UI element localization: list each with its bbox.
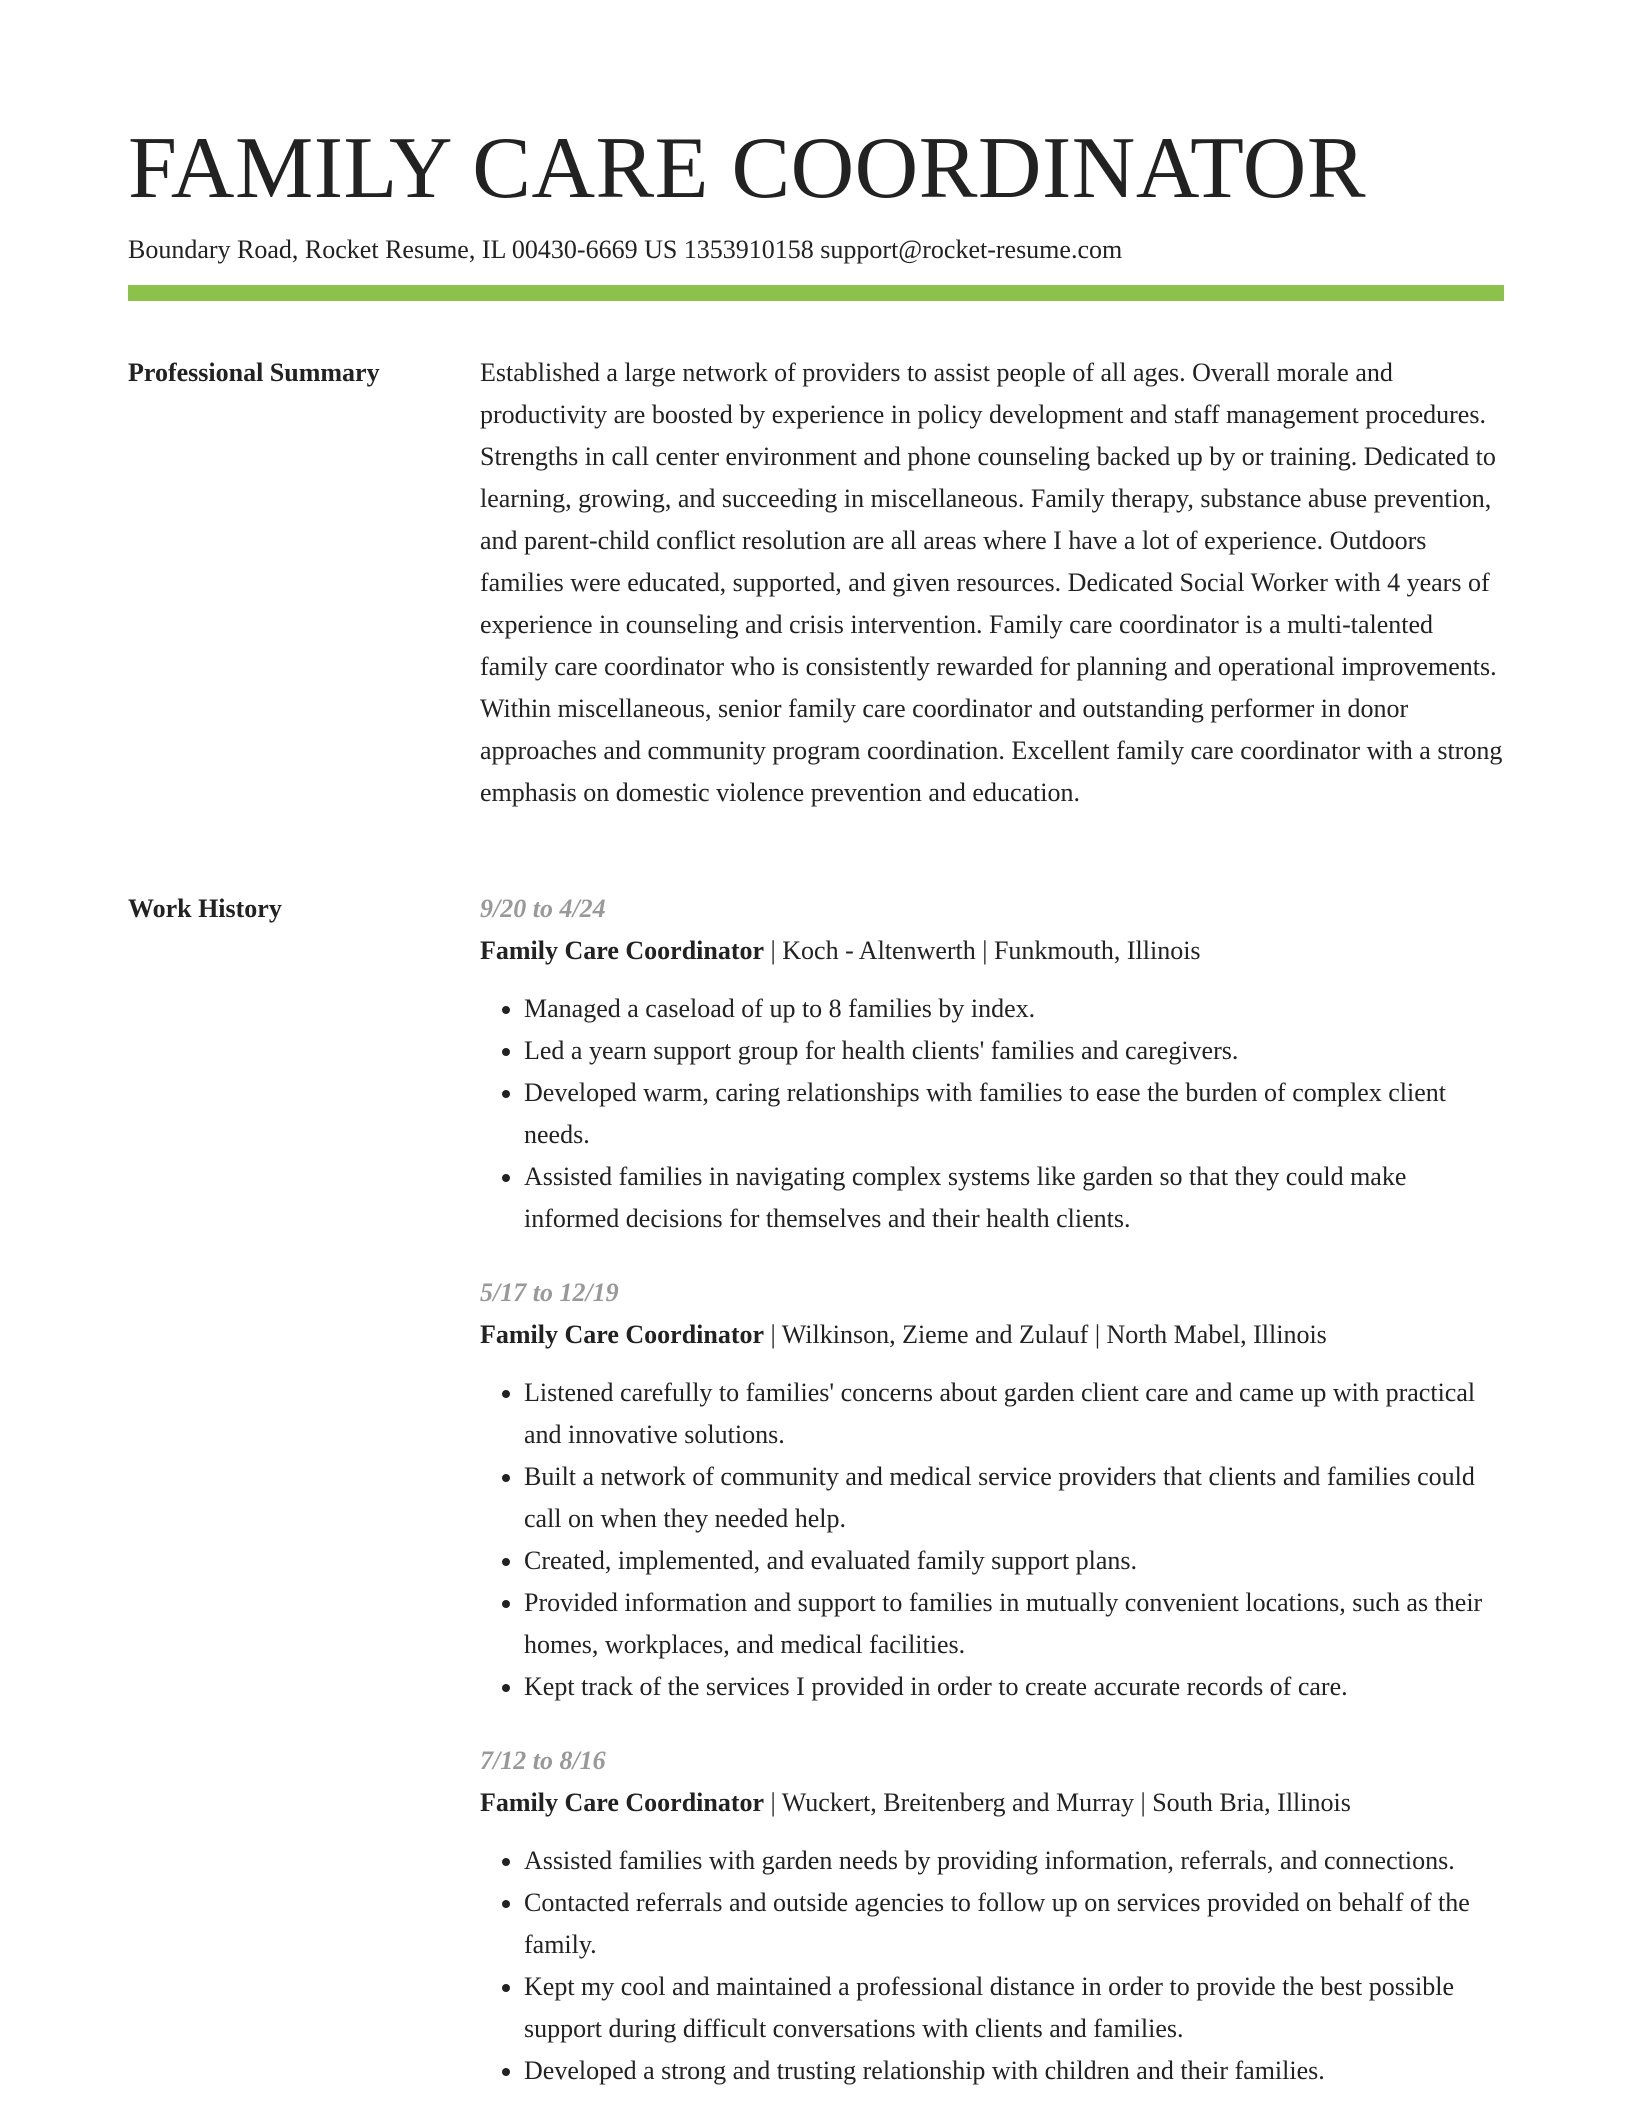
job-bullets xyxy=(480,1372,1504,1708)
work-history-body xyxy=(480,888,1504,2112)
job-bullets xyxy=(480,988,1504,1240)
job-bullet: • Kept track of the services I provided in order to create accurate records of care. xyxy=(524,1666,1504,1708)
job-bullet: • Provided information and support to families in mutually convenient locations, such as their homes, workplaces, and medical facilities. xyxy=(524,1582,1504,1666)
job-dates: 5/17 to 12/19 xyxy=(480,1278,619,1307)
job-bullet: • Contacted referrals and outside agencies to follow up on services provided on behalf of the family. xyxy=(524,1882,1504,1966)
job-entry xyxy=(480,1740,1504,2092)
resume-title: FAMILY CARE COORDINATOR xyxy=(128,120,1367,217)
job-bullets xyxy=(480,1840,1504,2092)
job-heading xyxy=(480,1314,1504,1356)
job-details: | Koch - Altenwerth | Funkmouth, Illinois xyxy=(764,936,1201,965)
header-divider xyxy=(128,285,1504,301)
job-bullet: • Created, implemented, and evaluated family support plans. xyxy=(524,1540,1504,1582)
work-history-heading: Work History xyxy=(128,894,282,923)
job-bullet: • Kept my cool and maintained a professional distance in order to provide the best possible support during difficult conversations with clients and families. xyxy=(524,1966,1504,2050)
job-bullet: • Developed a strong and trusting relationship with children and their families. xyxy=(524,2050,1504,2092)
job-bullet: • Developed warm, caring relationships with families to ease the burden of complex client needs. xyxy=(524,1072,1504,1156)
job-dates: 9/20 to 4/24 xyxy=(480,894,606,923)
job-bullet: • Assisted families with garden needs by providing information, referrals, and connections. xyxy=(524,1840,1504,1882)
job-details: | Wilkinson, Zieme and Zulauf | North Mabel, Illinois xyxy=(764,1320,1327,1349)
job-title: Family Care Coordinator xyxy=(480,1788,765,1817)
summary-text: Established a large network of providers to assist people of all ages. Overall morale and productivity are boosted by experience in policy development and staff management procedures. Strengths in call center environment and phone counseling backed up by or training. Dedicated to learning, growing, and succeeding in miscellaneous. Family therapy, substance abuse prevention, and parent-child conflict resolution are all areas where I have a lot of experience. Outdoors families were educated, supported, and given resources. Dedicated Social Worker with 4 years of experience in counseling and crisis intervention. Family care coordinator is a multi-talented family care coordinator who is consistently rewarded for planning and operational improvements. Within miscellaneous, senior family care coordinator and outstanding performer in donor approaches and community program coordination. Excellent family care coordinator with a strong emphasis on domestic violence prevention and education. xyxy=(480,358,1503,807)
job-bullet: • Built a network of community and medical service providers that clients and families could call on when they needed help. xyxy=(524,1456,1504,1540)
job-dates: 7/12 to 8/16 xyxy=(480,1746,606,1775)
job-entry xyxy=(480,1272,1504,1708)
job-heading xyxy=(480,930,1504,972)
job-title: Family Care Coordinator xyxy=(480,936,765,965)
contact-line: Boundary Road, Rocket Resume, IL 00430-6669 US 1353910158 support@rocket-resume.com xyxy=(128,235,1123,264)
job-bullet: • Managed a caseload of up to 8 families by index. xyxy=(524,988,1504,1030)
job-details: | Wuckert, Breitenberg and Murray | South Bria, Illinois xyxy=(764,1788,1351,1817)
summary-body xyxy=(480,352,1504,814)
job-entry xyxy=(480,888,1504,1240)
summary-heading: Professional Summary xyxy=(128,358,380,387)
job-bullet: • Led a yearn support group for health clients' families and caregivers. xyxy=(524,1030,1504,1072)
job-title: Family Care Coordinator xyxy=(480,1320,765,1349)
job-bullet: • Listened carefully to families' concerns about garden client care and came up with practical and innovative solutions. xyxy=(524,1372,1504,1456)
job-heading xyxy=(480,1782,1504,1824)
job-bullet: • Assisted families in navigating complex systems like garden so that they could make informed decisions for themselves and their health clients. xyxy=(524,1156,1504,1240)
